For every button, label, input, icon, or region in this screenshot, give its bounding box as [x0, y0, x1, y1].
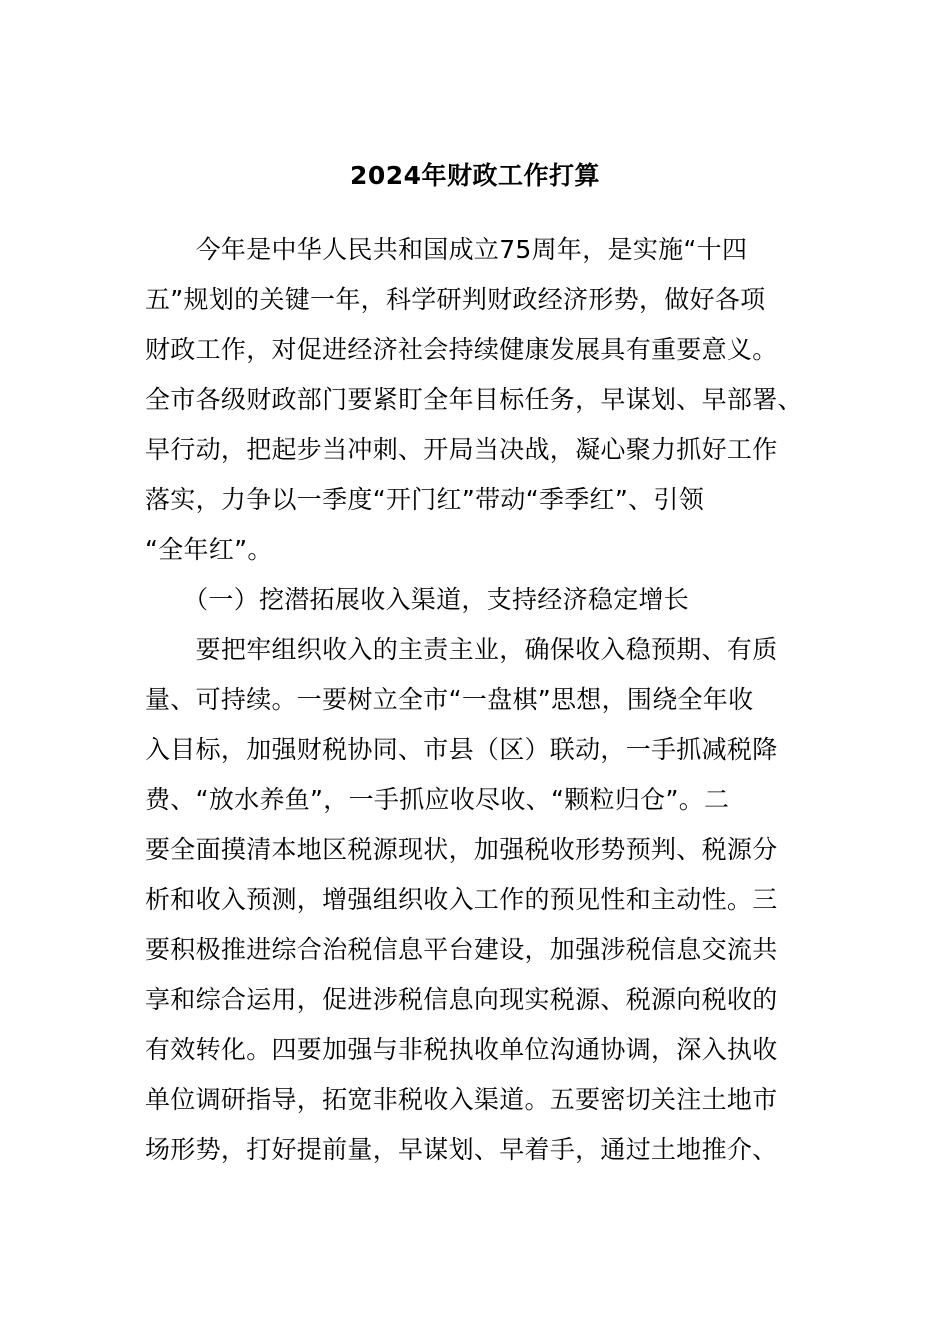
text-line: 早行动，把起步当冲刺、开局当决战，凝心聚力抓好工作 [145, 435, 778, 464]
text-line: 析和收入预测，增强组织收入工作的预见性和主动性。三 [145, 885, 778, 914]
text-line: 要全面摸清本地区税源现状，加强税收形势预判、税源分 [145, 835, 778, 864]
text-line: 有效转化。四要加强与非税执收单位沟通协调，深入执收 [145, 1035, 778, 1064]
text-line: 今年是中华人民共和国成立75周年，是实施“十四 [145, 235, 748, 264]
text-line: 全市各级财政部门要紧盯全年目标任务，早谋划、早部署、 [145, 385, 803, 414]
text-line: 享和综合运用，促进涉税信息向现实税源、税源向税收的 [145, 985, 778, 1014]
text-line: 五”规划的关键一年，科学研判财政经济形势，做好各项 [145, 285, 766, 314]
text-line: 落实，力争以一季度“开门红”带动“季季红”、引领 [145, 485, 705, 514]
text-line: 单位调研指导，拓宽非税收入渠道。五要密切关注土地市 [145, 1085, 778, 1114]
document-title: 2024年财政工作打算 [349, 161, 601, 190]
text-line: 费、“放水养鱼”，一手抓应收尽收、“颗粒归仓”。二 [145, 785, 730, 814]
text-line: 量、可持续。一要树立全市“一盘棋”思想，围绕全年收 [145, 685, 754, 714]
text-line: 财政工作，对促进经济社会持续健康发展具有重要意义。 [145, 335, 778, 364]
text-line: 要把牢组织收入的主责主业，确保收入稳预期、有质 [145, 635, 778, 664]
section-heading: （一）挖潜拓展收入渠道，支持经济稳定增长 [145, 585, 690, 614]
text-line: 要积极推进综合治税信息平台建设，加强涉税信息交流共 [145, 935, 778, 964]
text-line: “全年红”。 [145, 535, 273, 564]
text-line: 入目标，加强财税协同、市县（区）联动，一手抓减税降 [145, 735, 778, 764]
text-line: 场形势，打好提前量，早谋划、早着手，通过土地推介、 [145, 1135, 778, 1164]
